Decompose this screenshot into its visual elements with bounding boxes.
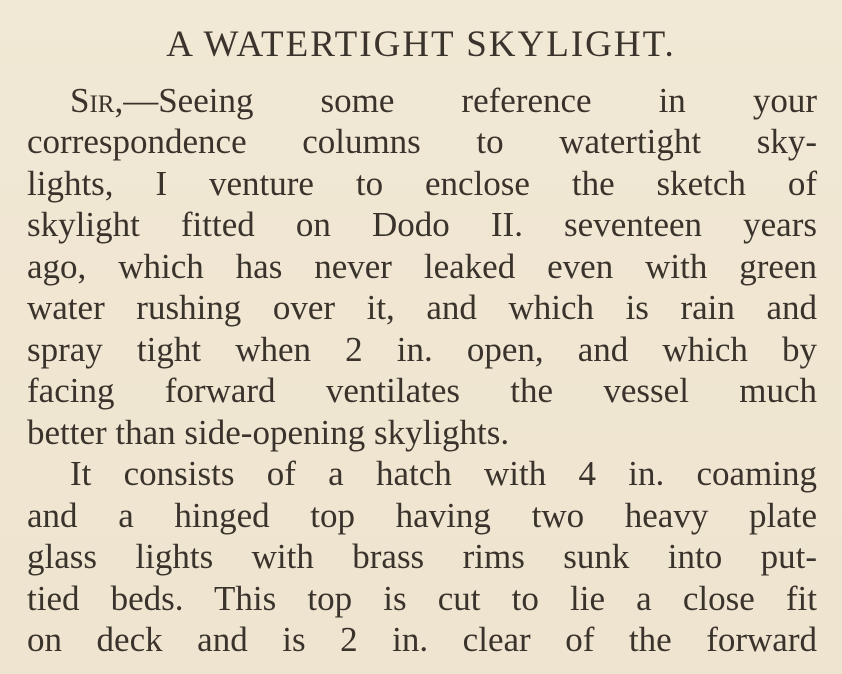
text-line-7: spray tight when 2 in. open, and which by	[27, 330, 817, 369]
text-line-12: glass lights with brass rims sunk into put-	[27, 537, 817, 576]
article-title: A WATERTIGHT SKYLIGHT.	[166, 24, 676, 65]
text-line-9: better than side-opening skylights.	[27, 413, 510, 452]
salutation: Sir,	[70, 81, 124, 120]
text-line-13: tied beds. This top is cut to lie a close fit	[27, 579, 817, 618]
text-line-4: skylight fitted on Dodo II. seventeen years	[27, 205, 817, 244]
text-line-2: correspondence columns to watertight sky-	[27, 122, 817, 161]
text-line-10: It consists of a hatch with 4 in. coaming	[70, 454, 817, 493]
text-line-11: and a hinged top having two heavy plate	[27, 496, 817, 535]
text-line-14: on deck and is 2 in. clear of the forward	[27, 620, 817, 659]
text-line-1-body: —Seeing some reference in your	[123, 81, 817, 120]
text-line-8: facing forward ventilates the vessel much	[27, 371, 817, 410]
text-line-3: lights, I venture to enclose the sketch of	[27, 164, 817, 203]
text-line-6: water rushing over it, and which is rain and	[27, 288, 817, 327]
text-line-1	[70, 80, 817, 122]
text-line-5: ago, which has never leaked even with green	[27, 247, 817, 286]
